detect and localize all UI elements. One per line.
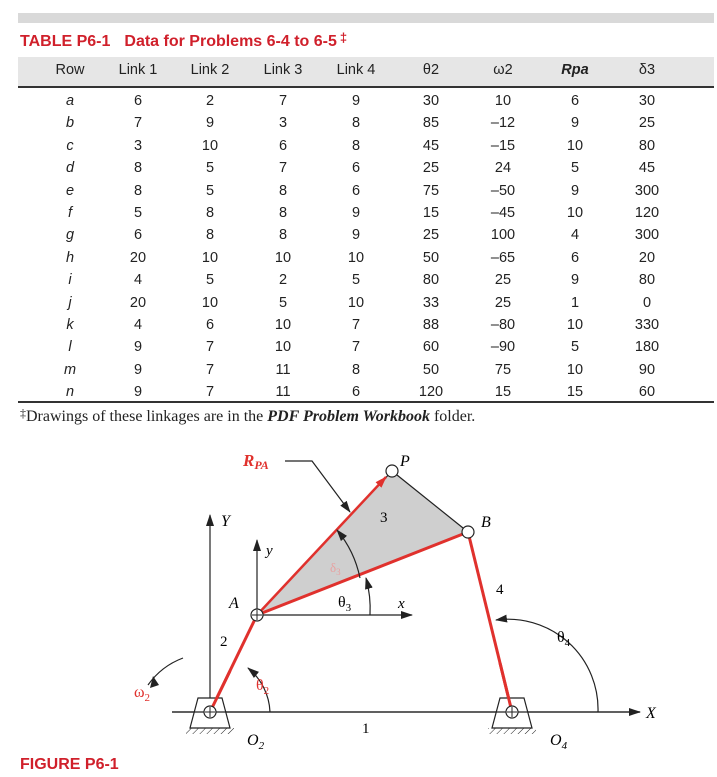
table-cell: 20 xyxy=(129,249,147,266)
label-o4: $O_4$ xyxy=(550,732,568,752)
table-cell: 9 xyxy=(570,182,580,199)
ground-hatch-o4 xyxy=(488,728,536,734)
table-cell: 45 xyxy=(638,160,656,177)
table-cell: 300 xyxy=(634,227,660,244)
table-cell: 6 xyxy=(570,249,580,266)
table-cell: 10 xyxy=(274,249,292,266)
table-cell: 9 xyxy=(351,205,361,221)
label-big-x: X xyxy=(646,705,656,722)
table-cell: 20 xyxy=(638,249,656,266)
table-cell: 10 xyxy=(201,249,219,266)
label-link-3: 3 xyxy=(380,510,388,526)
row-label: k xyxy=(66,317,74,333)
table-cell: 10 xyxy=(566,361,584,378)
table-cell: –15 xyxy=(490,137,516,154)
header-row: Row xyxy=(55,62,85,78)
header-link-1: Link 1 xyxy=(118,62,158,78)
table-cell: 6 xyxy=(278,137,288,154)
table-cell: 50 xyxy=(422,361,440,378)
table-cell: 6 xyxy=(351,182,361,199)
table-cell: 9 xyxy=(133,361,143,378)
label-p: P xyxy=(400,453,410,470)
table-cell: 10 xyxy=(347,294,365,311)
row-label: a xyxy=(65,93,75,109)
row-label: h xyxy=(65,249,75,266)
table-cell: 5 xyxy=(205,160,215,177)
table-cell: 5 xyxy=(278,294,288,311)
header-delta3: δ3 xyxy=(638,62,656,78)
table-cell: 75 xyxy=(494,361,512,378)
table-cell: 80 xyxy=(638,272,656,289)
table-cell: 50 xyxy=(422,249,440,266)
table-cell: 5 xyxy=(133,205,143,221)
table-cell: 6 xyxy=(133,93,143,109)
row-label: n xyxy=(65,384,75,401)
table-cell: 8 xyxy=(205,227,215,244)
table-cell: 7 xyxy=(205,361,215,378)
ground-hatch-o2 xyxy=(186,728,234,734)
label-a: A xyxy=(229,595,239,612)
table-number: TABLE P6-1 xyxy=(20,33,111,50)
table-cell: 3 xyxy=(278,115,288,132)
table-cell: 8 xyxy=(133,160,143,177)
theta3-arc xyxy=(366,578,370,615)
table-cell: 11 xyxy=(275,384,291,401)
table-cell: 7 xyxy=(351,339,361,356)
label-o2: $O_2$ xyxy=(247,732,265,752)
table-cell: 24 xyxy=(494,160,512,177)
table-cell: 15 xyxy=(422,205,440,221)
table-cell: 9 xyxy=(351,93,361,109)
label-link-1: 1 xyxy=(362,721,370,737)
table-cell: –50 xyxy=(490,182,516,199)
table-cell: 88 xyxy=(422,317,440,333)
row-label: i xyxy=(68,272,72,289)
row-label: m xyxy=(63,361,77,378)
table-cell: 5 xyxy=(570,339,580,356)
table-cell: 10 xyxy=(566,205,584,221)
table-cell: 10 xyxy=(201,294,219,311)
table-cell: 20 xyxy=(129,294,147,311)
table-cell: 9 xyxy=(570,272,580,289)
label-small-y: y xyxy=(266,543,273,559)
table-cell: 80 xyxy=(422,272,440,289)
table-cell: 8 xyxy=(133,182,143,199)
joint-b xyxy=(462,526,474,538)
table-cell: 30 xyxy=(422,93,440,109)
table-cell: 15 xyxy=(494,384,512,401)
table-cell: 11 xyxy=(275,361,291,378)
table-cell: 8 xyxy=(278,205,288,221)
label-small-x: x xyxy=(398,596,405,612)
table-cell: 7 xyxy=(278,93,288,109)
table-cell: 25 xyxy=(494,272,512,289)
table-cell: 25 xyxy=(494,294,512,311)
footnote-text-after: folder. xyxy=(429,408,476,425)
table-cell: 6 xyxy=(133,227,143,244)
table-cell: 8 xyxy=(278,182,288,199)
table-cell: –80 xyxy=(490,317,516,333)
label-theta3: $\theta_3$ xyxy=(338,594,352,614)
row-label: f xyxy=(67,205,73,221)
table-cell: 25 xyxy=(422,160,440,177)
table-cell: 0 xyxy=(642,294,652,311)
table-cell: 10 xyxy=(566,137,584,154)
footnote-mark: ‡ xyxy=(20,406,26,420)
table-cell: 75 xyxy=(422,182,440,199)
table-cell: 120 xyxy=(418,384,444,401)
table-cell: –45 xyxy=(490,205,516,221)
point-p xyxy=(386,465,398,477)
table-cell: 10 xyxy=(274,317,292,333)
figure-caption: FIGURE P6-1 xyxy=(20,756,119,773)
table-cell: 4 xyxy=(133,272,143,289)
table-cell: 8 xyxy=(351,361,361,378)
table-cell: 10 xyxy=(274,339,292,356)
label-big-y: Y xyxy=(221,513,230,530)
table-cell: 8 xyxy=(205,205,215,221)
table-cell: 120 xyxy=(634,205,660,221)
table-cell: 5 xyxy=(570,160,580,177)
header-link-2: Link 2 xyxy=(190,62,230,78)
table-cell: 15 xyxy=(566,384,584,401)
table-cell: –12 xyxy=(490,115,516,132)
row-label: g xyxy=(65,227,75,244)
table-cell: 7 xyxy=(205,339,215,356)
header-link-3: Link 3 xyxy=(263,62,303,78)
table-cell: 60 xyxy=(638,384,656,401)
table-cell: 9 xyxy=(570,115,580,132)
table-cell: 45 xyxy=(422,137,440,154)
table-cell: 10 xyxy=(201,137,219,154)
table-cell: 25 xyxy=(422,227,440,244)
table-cell: 8 xyxy=(351,115,361,132)
footnote-text-before: Drawings of these linkages are in the xyxy=(26,408,268,425)
header-rpa: Rpa xyxy=(561,62,589,78)
table-caption: Data for Problems 6-4 to 6-5 xyxy=(124,33,337,50)
header-link-4: Link 4 xyxy=(336,62,376,78)
table-cell: 4 xyxy=(133,317,143,333)
table-cell: 9 xyxy=(205,115,215,132)
table-cell: 7 xyxy=(205,384,215,401)
row-label: l xyxy=(68,339,72,356)
table-cell: 6 xyxy=(351,160,361,177)
table-cell: 7 xyxy=(133,115,143,132)
table-cell: 9 xyxy=(351,227,361,244)
table-cell: 100 xyxy=(490,227,516,244)
rpa-leader xyxy=(285,461,350,512)
label-omega2: $\omega_2$ xyxy=(134,684,151,704)
row-label: c xyxy=(66,137,74,154)
table-cell: 10 xyxy=(566,317,584,333)
table-cell: 90 xyxy=(638,361,656,378)
table-cell: 5 xyxy=(351,272,361,289)
table-cell: 85 xyxy=(422,115,440,132)
table-title-mark: ‡ xyxy=(339,30,348,45)
label-b: B xyxy=(481,514,491,531)
table-cell: 330 xyxy=(634,317,660,333)
table-cell: 25 xyxy=(638,115,656,132)
row-label: j xyxy=(68,294,72,311)
table-cell: –90 xyxy=(490,339,516,356)
table-cell: 180 xyxy=(634,339,660,356)
row-label: d xyxy=(65,160,75,177)
label-delta3: $\delta_3$ xyxy=(330,560,341,577)
table-cell: 33 xyxy=(422,294,440,311)
table-cell: 6 xyxy=(570,93,580,109)
table-cell: 6 xyxy=(205,317,215,333)
table-cell: 10 xyxy=(494,93,512,109)
table-cell: 10 xyxy=(347,249,365,266)
table-cell: 8 xyxy=(278,227,288,244)
header-theta2: θ2 xyxy=(422,62,440,78)
header-omega2: ω2 xyxy=(493,62,513,78)
label-link-2: 2 xyxy=(220,634,228,650)
label-theta2: $\theta_2$ xyxy=(256,677,270,697)
table-cell: –65 xyxy=(490,249,516,266)
table-cell: 3 xyxy=(133,137,143,154)
table-cell: 4 xyxy=(570,227,580,244)
table-cell: 9 xyxy=(133,339,143,356)
footnote-emphasis: PDF Problem Workbook xyxy=(267,408,430,425)
table-cell: 300 xyxy=(634,182,660,199)
table-cell: 6 xyxy=(351,384,361,401)
table-cell: 30 xyxy=(638,93,656,109)
label-link-4: 4 xyxy=(496,582,504,598)
table-cell: 2 xyxy=(278,272,288,289)
table-cell: 5 xyxy=(205,182,215,199)
table-cell: 8 xyxy=(351,137,361,154)
table-cell: 7 xyxy=(278,160,288,177)
table-cell: 60 xyxy=(422,339,440,356)
table-cell: 80 xyxy=(638,137,656,154)
table-cell: 5 xyxy=(205,272,215,289)
rpa-label: RPA xyxy=(243,451,269,472)
table-cell: 2 xyxy=(205,93,215,109)
row-label: e xyxy=(65,182,75,199)
table-cell: 7 xyxy=(351,317,361,333)
table-cell: 1 xyxy=(570,294,580,311)
table-cell: 9 xyxy=(133,384,143,401)
label-theta4: $\theta_4$ xyxy=(557,629,571,649)
row-label: b xyxy=(65,115,75,132)
